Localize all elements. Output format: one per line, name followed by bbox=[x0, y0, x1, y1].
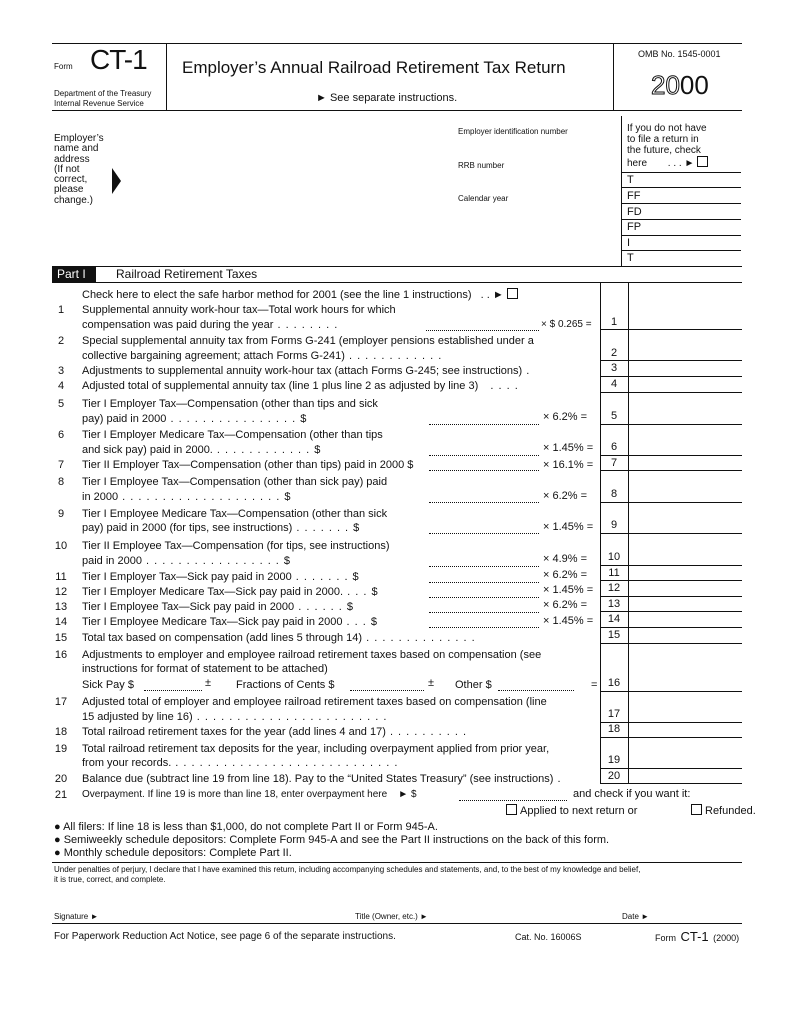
bullet-item: ● Monthly schedule depositors: Complete Part II. bbox=[54, 847, 292, 859]
date-field[interactable] bbox=[655, 900, 741, 920]
line13-text: Tier I Employee Tax—Sick pay paid in 2000 . . . . . . $ bbox=[82, 601, 355, 613]
box-number: 7 bbox=[610, 457, 618, 469]
line11-comp-input[interactable] bbox=[429, 571, 539, 583]
line8-text-a: Tier I Employee Tax—Compensation (other than sick pay) paid bbox=[82, 476, 388, 488]
future-line: If you do not have bbox=[627, 123, 707, 134]
bullet-item: ● Semiweekly schedule depositors: Complete Form 945-A and see the Part II instructions on the back of this form. bbox=[54, 834, 610, 846]
part1-title: Railroad Retirement Taxes bbox=[116, 267, 258, 281]
line14-amount[interactable] bbox=[629, 612, 741, 627]
line16-fractions-label: Fractions of Cents $ bbox=[236, 679, 335, 691]
code-rule bbox=[621, 219, 741, 220]
header-divider-left bbox=[166, 44, 167, 110]
line4-text: Adjusted total of supplemental annuity tax (line 1 plus line 2 as adjusted by line 3) . . . . bbox=[82, 380, 519, 392]
line21-arrow: ► $ bbox=[398, 789, 417, 800]
line19-label: from your records. bbox=[82, 757, 172, 769]
applied-checkbox[interactable] bbox=[506, 804, 517, 815]
safe-harbor-label: Check here to elect the safe harbor method for 2001 (see the line 1 instructions) bbox=[82, 289, 472, 301]
future-line: here bbox=[627, 158, 648, 169]
line21-check-text: and check if you want it: bbox=[573, 788, 691, 800]
line17-text-a: Adjusted total of employer and employee railroad retirement taxes based on compensation (line bbox=[82, 696, 547, 708]
code-ff: FF bbox=[627, 190, 641, 202]
footer-rule bbox=[52, 923, 742, 924]
line21-overpayment-input[interactable] bbox=[459, 789, 567, 801]
line-number: 20 bbox=[54, 773, 68, 785]
employer-label-line: address bbox=[54, 153, 90, 165]
line16-sick-input[interactable] bbox=[144, 679, 202, 691]
line10-label: paid in 2000 bbox=[82, 555, 142, 567]
line13-label: Tier I Employee Tax—Sick pay paid in 2000 bbox=[82, 601, 295, 613]
line5-comp-input[interactable] bbox=[429, 413, 539, 425]
perjury-top-rule bbox=[52, 862, 742, 863]
footer-form bbox=[655, 928, 739, 946]
box-number: 8 bbox=[610, 488, 618, 500]
line7-label: Tier II Employer Tax—Compensation (other than tips) paid in 2000 bbox=[82, 459, 405, 471]
bullet-text: All filers: If line 18 is less than $1,000, do not complete Part II or Form 945-A. bbox=[63, 821, 438, 833]
line12-label: Tier I Employer Medicare Tax—Sick pay paid in 2000. bbox=[82, 586, 344, 598]
line-number: 21 bbox=[54, 789, 68, 801]
line13-rate: × 6.2% = bbox=[543, 599, 588, 611]
line1-label: compensation was paid during the year bbox=[82, 319, 274, 331]
line13-amount[interactable] bbox=[629, 597, 741, 611]
line12-rate: × 1.45% = bbox=[543, 584, 594, 596]
line1-text-a: Supplemental annuity work-hour tax—Total work hours for which bbox=[82, 304, 396, 316]
header-top-rule bbox=[52, 43, 742, 44]
box-number: 17 bbox=[607, 708, 621, 720]
line17-amount[interactable] bbox=[629, 692, 741, 722]
form-number: CT-1 bbox=[90, 44, 147, 75]
line16-fractions-pm: ± bbox=[428, 677, 435, 689]
refunded-checkbox[interactable] bbox=[691, 804, 702, 815]
box-number: 18 bbox=[607, 723, 621, 735]
header-bottom-rule bbox=[52, 110, 742, 111]
dept-line: Internal Revenue Service bbox=[54, 99, 144, 108]
line6-text-a: Tier I Employer Medicare Tax—Compensation (other than tips bbox=[82, 429, 383, 441]
line15-label: Total tax based on compensation (add lines 5 through 14) bbox=[82, 632, 363, 644]
line2-text-a: Special supplemental annuity tax from Forms G-241 (employer pensions established under a bbox=[82, 335, 534, 347]
bullet-item: ● All filers: If line 18 is less than $1,000, do not complete Part II or Form 945-A. bbox=[54, 821, 438, 833]
address-arrow-icon bbox=[112, 168, 121, 194]
line15-text: Total tax based on compensation (add lines 5 through 14) . . . . . . . . . . . . . . bbox=[82, 632, 476, 644]
code-t: T bbox=[627, 174, 634, 186]
line2-label: collective bargaining agreement; attach Forms G-241) bbox=[82, 350, 345, 362]
line6-label: and sick pay) paid in 2000. bbox=[82, 444, 213, 456]
line14-rate: × 1.45% = bbox=[543, 615, 594, 627]
line6-amount[interactable] bbox=[629, 425, 741, 455]
line16-other-label: Other $ bbox=[455, 679, 492, 691]
row-rule bbox=[600, 783, 742, 784]
line18-text: Total railroad retirement taxes for the year (add lines 4 and 17) . . . . . . . . . . bbox=[82, 726, 468, 738]
line3-text: Adjustments to supplemental annuity work-hour tax (attach Forms G-245; see instructions) . bbox=[82, 365, 531, 377]
calendar-year-label: Calendar year bbox=[458, 194, 509, 203]
employer-label-line: (If not bbox=[54, 163, 80, 175]
line7-amount[interactable] bbox=[629, 456, 741, 470]
line-number: 14 bbox=[54, 616, 68, 628]
line20-text: Balance due (subtract line 19 from line 18). Pay to the “United States Treasury” (see instructions) . bbox=[82, 773, 562, 785]
line4-label: Adjusted total of supplemental annuity tax (line 1 plus line 2 as adjusted by line 3) bbox=[82, 380, 479, 392]
line5-rate: × 6.2% = bbox=[543, 411, 588, 423]
form-title: Employer’s Annual Railroad Retirement Tax Return bbox=[182, 58, 566, 77]
line11-label: Tier I Employer Tax—Sick pay paid in 2000 bbox=[82, 571, 292, 583]
line2-text-b: collective bargaining agreement; attach Forms G-241) . . . . . . . . . . . . bbox=[82, 350, 443, 362]
line21-label: Overpayment. If line 19 is more than line 18, enter overpayment here bbox=[82, 789, 388, 800]
future-line: to file a return in bbox=[627, 134, 699, 145]
instructions-note: ► See separate instructions. bbox=[316, 92, 458, 104]
line7-text: Tier II Employer Tax—Compensation (other than tips) paid in 2000 $ bbox=[82, 459, 414, 471]
line10-amount[interactable] bbox=[629, 534, 741, 565]
employer-label bbox=[54, 134, 104, 206]
employer-label-line: change.) bbox=[54, 194, 93, 206]
box-number: 16 bbox=[607, 677, 621, 689]
code-rule bbox=[621, 235, 741, 236]
line11-rate: × 6.2% = bbox=[543, 569, 588, 581]
line19-text-b: from your records. . . . . . . . . . . . . . . . . . . . . . . . . . . . . bbox=[82, 757, 399, 769]
box-number: 5 bbox=[610, 410, 618, 422]
perjury-line: it is true, correct, and complete. bbox=[54, 875, 166, 884]
form-word: Form bbox=[54, 62, 73, 71]
line19-amount[interactable] bbox=[629, 738, 741, 768]
code-rule bbox=[621, 172, 741, 173]
line1-amount[interactable] bbox=[629, 283, 741, 329]
bullet-list bbox=[54, 821, 609, 860]
line21-text bbox=[82, 789, 417, 800]
header-divider-right bbox=[613, 44, 614, 110]
code-rule bbox=[621, 250, 741, 251]
line-number: 17 bbox=[54, 696, 68, 708]
line7-rate: × 16.1% = bbox=[543, 459, 594, 471]
line2-amount[interactable] bbox=[629, 330, 741, 360]
line9-text-b: pay) paid in 2000 (for tips, see instructions) . . . . . . . $ bbox=[82, 522, 361, 534]
bullet-text: Monthly schedule depositors: Complete Part II. bbox=[63, 847, 292, 859]
footer-year: (2000) bbox=[713, 933, 740, 943]
line1-hours-input[interactable] bbox=[426, 319, 539, 331]
ein-label: Employer identification number bbox=[458, 127, 568, 136]
future-line: the future, check bbox=[627, 145, 701, 156]
line10-rate: × 4.9% = bbox=[543, 553, 588, 565]
line14-text: Tier I Employee Medicare Tax—Sick pay paid in 2000 . . . $ bbox=[82, 616, 378, 628]
line10-text-b: paid in 2000 . . . . . . . . . . . . . . . . . $ bbox=[82, 555, 292, 567]
line-number: 2 bbox=[57, 335, 65, 347]
box-number: 20 bbox=[607, 770, 621, 782]
safe-harbor-text bbox=[82, 288, 521, 301]
line9-text-a: Tier I Employee Medicare Tax—Compensation (other than sick bbox=[82, 508, 388, 520]
line16-sick-label: Sick Pay $ bbox=[82, 679, 134, 691]
code-fp: FP bbox=[627, 221, 642, 233]
box-number: 14 bbox=[607, 613, 621, 625]
box-number: 1 bbox=[610, 316, 618, 328]
box-number: 15 bbox=[607, 629, 621, 641]
paperwork-notice: For Paperwork Reduction Act Notice, see page 6 of the separate instructions. bbox=[54, 931, 396, 942]
line-number: 10 bbox=[54, 540, 68, 552]
box-number: 11 bbox=[608, 567, 620, 579]
employer-label-line: Employer’s bbox=[54, 133, 104, 144]
perjury-line: Under penalties of perjury, I declare that I have examined this return, including accompanying schedules and statements, and, to the best of my knowledge and belief, bbox=[54, 865, 641, 874]
line1-text-b: compensation was paid during the year . . . . . . . . bbox=[82, 319, 339, 331]
line9-comp-input[interactable] bbox=[429, 522, 539, 534]
line-number: 9 bbox=[57, 508, 65, 520]
future-checkbox[interactable] bbox=[697, 156, 708, 167]
line-number: 15 bbox=[54, 632, 68, 644]
line14-label: Tier I Employee Medicare Tax—Sick pay paid in 2000 bbox=[82, 616, 343, 628]
line-number: 11 bbox=[55, 571, 67, 583]
line12-text: Tier I Employer Medicare Tax—Sick pay paid in 2000. . . . $ bbox=[82, 586, 379, 598]
box-number: 6 bbox=[610, 441, 618, 453]
line6-comp-input[interactable] bbox=[429, 444, 539, 456]
code-t2: T bbox=[627, 252, 634, 264]
box-number: 10 bbox=[607, 551, 621, 563]
line9-amount[interactable] bbox=[629, 503, 741, 533]
line3-amount[interactable] bbox=[629, 361, 741, 376]
line-number: 1 bbox=[57, 304, 65, 316]
line15-amount[interactable] bbox=[629, 628, 741, 643]
box-number: 2 bbox=[610, 347, 618, 359]
line-number: 3 bbox=[57, 365, 65, 377]
line5-amount[interactable] bbox=[629, 393, 741, 424]
title-field[interactable] bbox=[440, 900, 615, 920]
future-filing-note bbox=[627, 123, 711, 169]
line7-comp-input[interactable] bbox=[429, 459, 539, 471]
line16-other-input[interactable] bbox=[498, 679, 574, 691]
line-number: 12 bbox=[54, 586, 68, 598]
title-label: Title (Owner, etc.) ► bbox=[355, 912, 428, 921]
box-number: 4 bbox=[610, 378, 618, 390]
line16-text-a: Adjustments to employer and employee railroad retirement taxes based on compensation (see bbox=[82, 649, 542, 661]
line12-comp-input[interactable] bbox=[429, 586, 539, 598]
code-i: I bbox=[627, 237, 631, 249]
line16-amount[interactable] bbox=[629, 644, 741, 691]
line8-text-b: in 2000 . . . . . . . . . . . . . . . . . . . . $ bbox=[82, 491, 292, 503]
line-number: 18 bbox=[54, 726, 68, 738]
catalog-number: Cat. No. 16006S bbox=[515, 932, 582, 942]
line-number: 16 bbox=[54, 649, 68, 661]
safe-harbor-dots: . . ► bbox=[480, 289, 504, 301]
line16-equals: = bbox=[591, 679, 598, 691]
code-rule bbox=[621, 187, 741, 188]
line17-label: 15 adjusted by line 16) bbox=[82, 711, 193, 723]
refunded-label: Refunded. bbox=[705, 805, 756, 817]
line-number: 5 bbox=[57, 398, 65, 410]
code-rule bbox=[621, 203, 741, 204]
omb-number: OMB No. 1545-0001 bbox=[638, 49, 721, 59]
year-solid: 00 bbox=[679, 70, 709, 100]
line16-sick-pm: ± bbox=[205, 677, 212, 689]
perjury-statement bbox=[54, 865, 640, 885]
future-dots: . . . ► bbox=[667, 158, 695, 169]
footer-form-word: Form bbox=[655, 933, 676, 943]
line16-text-b: instructions for format of statement to be attached) bbox=[82, 663, 328, 675]
line18-amount[interactable] bbox=[629, 723, 741, 737]
line10-text-a: Tier II Employee Tax—Compensation (for tips, see instructions) bbox=[82, 540, 390, 552]
line9-label: pay) paid in 2000 (for tips, see instructions) bbox=[82, 522, 293, 534]
part1-label: Part I bbox=[52, 267, 96, 282]
line-number: 4 bbox=[57, 380, 65, 392]
line20-amount[interactable] bbox=[629, 769, 741, 783]
line5-text-b: pay) paid in 2000 . . . . . . . . . . . . . . . . $ bbox=[82, 413, 308, 425]
line-number: 7 bbox=[57, 459, 65, 471]
line17-text-b: 15 adjusted by line 16) . . . . . . . . . . . . . . . . . . . . . . . . bbox=[82, 711, 388, 723]
signature-label: Signature ► bbox=[54, 912, 99, 921]
safe-harbor-checkbox[interactable] bbox=[507, 288, 518, 299]
box-number: 3 bbox=[610, 362, 618, 374]
line6-rate: × 1.45% = bbox=[543, 442, 594, 454]
refunded-option bbox=[688, 804, 756, 817]
rrb-label: RRB number bbox=[458, 161, 505, 170]
line13-comp-input[interactable] bbox=[429, 601, 539, 613]
code-fd: FD bbox=[627, 206, 642, 218]
line11-text: Tier I Employer Tax—Sick pay paid in 2000 . . . . . . . $ bbox=[82, 571, 360, 583]
line-number: 19 bbox=[54, 743, 68, 755]
line1-rate: × $ 0.265 = bbox=[541, 319, 592, 330]
applied-option bbox=[503, 804, 637, 817]
employer-name-address-field[interactable] bbox=[125, 116, 613, 266]
line5-label: pay) paid in 2000 bbox=[82, 413, 167, 425]
line14-comp-input[interactable] bbox=[429, 616, 539, 628]
line9-rate: × 1.45% = bbox=[543, 521, 594, 533]
line8-label: in 2000 bbox=[82, 491, 119, 503]
line20-label: Balance due (subtract line 19 from line 18). Pay to the “United States Treasury” (see instructions) bbox=[82, 773, 554, 785]
applied-label: Applied to next return or bbox=[520, 805, 638, 817]
line11-amount[interactable] bbox=[629, 566, 741, 580]
box-number: 9 bbox=[610, 519, 618, 531]
department bbox=[54, 89, 151, 109]
employer-label-line: please bbox=[54, 184, 84, 196]
line8-rate: × 6.2% = bbox=[543, 490, 588, 502]
year-outline: 20 bbox=[651, 70, 680, 100]
line10-comp-input[interactable] bbox=[429, 555, 539, 567]
codes-divider bbox=[621, 116, 622, 266]
date-label: Date ► bbox=[622, 912, 650, 921]
employer-label-line: correct, bbox=[54, 174, 88, 186]
line16-fractions-input[interactable] bbox=[350, 679, 424, 691]
line4-amount[interactable] bbox=[629, 377, 741, 392]
tax-year bbox=[651, 70, 709, 101]
box-number: 19 bbox=[607, 754, 621, 766]
footer-form-number: CT-1 bbox=[680, 929, 709, 944]
box-number: 13 bbox=[607, 598, 621, 610]
line-number: 13 bbox=[54, 601, 68, 613]
bullet-text: Semiweekly schedule depositors: Complete Form 945-A and see the Part II instructions on the back of this form. bbox=[63, 834, 610, 846]
line8-comp-input[interactable] bbox=[429, 491, 539, 503]
line6-text-b: and sick pay) paid in 2000. . . . . . . . . . . . . $ bbox=[82, 444, 322, 456]
employer-label-line: name and bbox=[54, 143, 99, 155]
line19-text-a: Total railroad retirement tax deposits for the year, including overpayment applied from prior year, bbox=[82, 743, 550, 755]
line18-label: Total railroad retirement taxes for the year (add lines 4 and 17) bbox=[82, 726, 386, 738]
box-number: 12 bbox=[607, 582, 621, 594]
dept-line: Department of the Treasury bbox=[54, 89, 152, 98]
line3-label: Adjustments to supplemental annuity work-hour tax (attach Forms G-245; see instructions) bbox=[82, 365, 523, 377]
signature-field[interactable] bbox=[110, 900, 346, 920]
line12-amount[interactable] bbox=[629, 581, 741, 596]
line5-text-a: Tier I Employer Tax—Compensation (other than tips and sick bbox=[82, 398, 378, 410]
line-number: 6 bbox=[57, 429, 65, 441]
line8-amount[interactable] bbox=[629, 471, 741, 502]
line-number: 8 bbox=[57, 476, 65, 488]
